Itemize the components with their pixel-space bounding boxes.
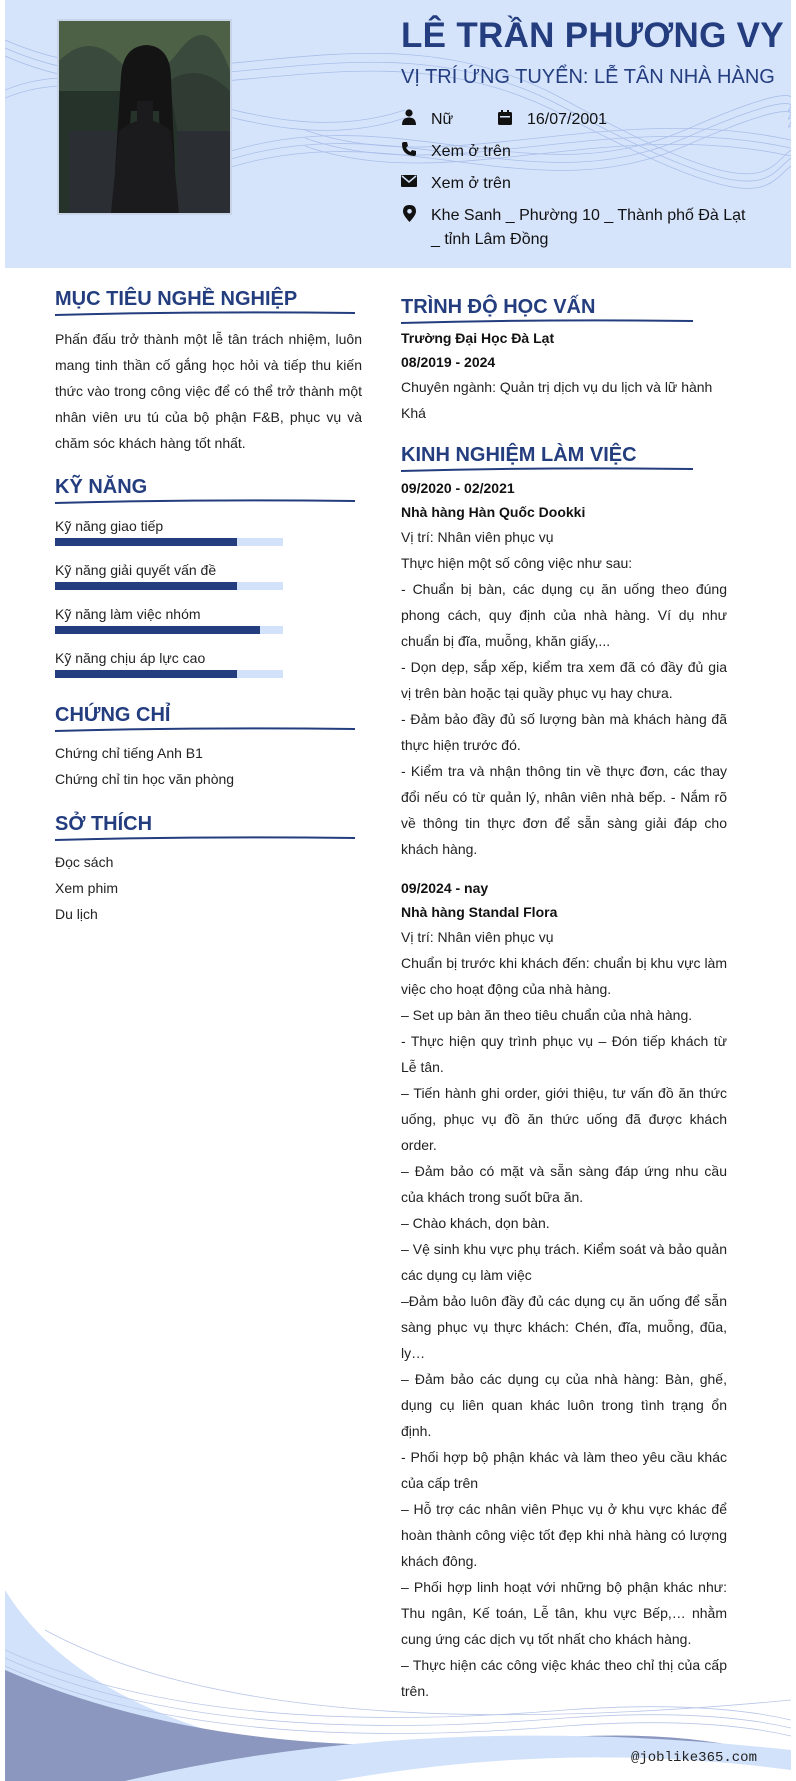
job-duty: – Đảm bảo các dụng cụ của nhà hàng: Bàn, ghế, dụng cụ liên quan khác luôn trong tình trạng ổn định. bbox=[401, 1371, 727, 1439]
job-duty: - Chuẩn bị bàn, các dụng cụ ăn uống theo đúng phong cách, quy định của nhà hàng. Ví dụ như chuẩn bị đĩa, muỗng, khăn giấy,... bbox=[401, 581, 727, 649]
experience-title: KINH NGHIỆM LÀM VIỆC bbox=[401, 444, 637, 466]
job-duty: – Vệ sinh khu vực phụ trách. Kiểm soát và bảo quản các dụng cụ làm việc bbox=[401, 1241, 727, 1283]
skill-bar bbox=[55, 582, 283, 590]
objective-title-underline bbox=[55, 310, 355, 318]
job-duty: – Đảm bảo có mặt và sẵn sàng đáp ứng nhu cầu của khách trong suốt bữa ăn. bbox=[401, 1163, 727, 1205]
calendar-icon bbox=[497, 108, 513, 126]
skill-bar bbox=[55, 670, 283, 678]
job-duty: - Phối hợp bộ phận khác và làm theo yêu cầu khác của cấp trên bbox=[401, 1449, 727, 1491]
certificates-title-underline bbox=[55, 726, 355, 734]
candidate-name: LÊ TRẦN PHƯƠNG VY bbox=[401, 16, 784, 55]
education-grade: Khá bbox=[401, 405, 426, 421]
experience-job-1 bbox=[401, 476, 727, 862]
certificate-item: Chứng chỉ tin học văn phòng bbox=[55, 771, 235, 787]
job-duty: – Thực hiện các công việc khác theo chỉ thị của cấp trên. bbox=[401, 1657, 727, 1699]
hobby-item: Xem phim bbox=[55, 880, 119, 896]
certificate-item: Chứng chỉ tiếng Anh B1 bbox=[55, 745, 203, 761]
job-duty: – Set up bàn ăn theo tiêu chuẩn của nhà hàng. bbox=[401, 1007, 693, 1023]
phone-icon bbox=[401, 140, 417, 158]
skill-label: Kỹ năng giải quyết vấn đề bbox=[55, 562, 217, 578]
education-school: Trường Đại Học Đà Lạt bbox=[401, 330, 555, 346]
skill-bar-fill bbox=[55, 582, 237, 590]
job-period: 09/2020 - 02/2021 bbox=[401, 480, 515, 496]
birthday-row bbox=[497, 108, 607, 132]
phone-value: Xem ở trên bbox=[431, 143, 511, 160]
gender-value: Nữ bbox=[431, 111, 454, 128]
header bbox=[5, 0, 791, 268]
job-role: Vị trí: Nhân viên phục vụ bbox=[401, 929, 554, 945]
job-duty: – Chào khách, dọn bàn. bbox=[401, 1215, 550, 1231]
email-icon bbox=[401, 172, 417, 190]
skill-bar-fill bbox=[55, 670, 237, 678]
skills-title-underline bbox=[55, 498, 355, 506]
skills-title: KỸ NĂNG bbox=[55, 476, 148, 498]
job-period: 09/2024 - nay bbox=[401, 880, 489, 896]
phone-row bbox=[401, 140, 511, 164]
job-duty: Thực hiện một số công việc như sau: bbox=[401, 555, 633, 571]
job-duty: –Đảm bảo luôn đầy đủ các dụng cụ ăn uống để sẵn sàng phục vụ thực khách: Chén, đĩa, muỗng, đũa, ly… bbox=[401, 1293, 727, 1361]
job-duty: – Hỗ trợ các nhân viên Phục vụ ở khu vực khác để hoàn thành công việc tốt đẹp khi nhà hàng có lượng khách đông. bbox=[401, 1501, 727, 1569]
skill-label: Kỹ năng giao tiếp bbox=[55, 518, 164, 534]
objective-text: Phấn đấu trở thành một lễ tân trách nhiệm, luôn mang tinh thần cố gắng học hỏi và tiếp thu kiến thức vào trong công việc để có thể trở thành một nhân viên ưu tú của bộ phận F&B, phục vụ và chăm sóc khách hàng tốt nhất. bbox=[55, 331, 362, 451]
hobbies-title: SỞ THÍCH bbox=[55, 813, 153, 835]
job-duty: Chuẩn bị trước khi khách đến: chuẩn bị khu vực làm việc cho hoạt động của nhà hàng. bbox=[401, 955, 727, 997]
watermark: @joblike365.com bbox=[630, 1750, 757, 1766]
education-period: 08/2019 - 2024 bbox=[401, 354, 496, 370]
education-title-underline bbox=[401, 318, 693, 326]
address-row bbox=[401, 204, 751, 252]
hobbies-title-underline bbox=[55, 835, 355, 843]
skill-label: Kỹ năng làm việc nhóm bbox=[55, 606, 201, 622]
profile-photo bbox=[57, 19, 232, 215]
address-value: Khe Sanh _ Phường 10 _ Thành phố Đà Lạt _ tỉnh Lâm Đồng bbox=[431, 207, 746, 248]
experience-job-2 bbox=[401, 876, 727, 1704]
hobby-item: Đọc sách bbox=[55, 854, 114, 870]
job-duty: – Phối hợp linh hoạt với những bộ phận khác như: Thu ngân, Kế toán, Lễ tân, khu vực Bếp,… nhằm cung ứng các dịch vụ tốt nhất cho khách hàng. bbox=[401, 1579, 727, 1647]
skill-label: Kỹ năng chịu áp lực cao bbox=[55, 650, 206, 666]
job-company: Nhà hàng Standal Flora bbox=[401, 904, 558, 920]
job-duty: - Dọn dẹp, sắp xếp, kiểm tra xem đã có đầy đủ gia vị trên bàn hoặc tại quầy phục vụ hay chưa. bbox=[401, 659, 727, 701]
experience-title-underline bbox=[401, 466, 693, 474]
job-duty: - Kiểm tra và nhận thông tin về thực đơn, các thay đổi nếu có từ quản lý, nhân viên nhà bếp. - Nắm rõ về thông tin thực đơn để sẵn sàng giải đáp cho khách hàng. bbox=[401, 763, 727, 857]
job-duty: - Thực hiện quy trình phục vụ – Đón tiếp khách từ Lễ tân. bbox=[401, 1033, 727, 1075]
birthday-value: 16/07/2001 bbox=[527, 111, 608, 128]
skill-bar-fill bbox=[55, 538, 237, 546]
job-company: Nhà hàng Hàn Quốc Dookki bbox=[401, 504, 586, 520]
education-major: Chuyên ngành: Quản trị dịch vụ du lịch và lữ hành bbox=[401, 379, 713, 395]
hobby-item: Du lịch bbox=[55, 906, 98, 922]
education-title: TRÌNH ĐỘ HỌC VẤN bbox=[401, 296, 596, 318]
certificates-title: CHỨNG CHỈ bbox=[55, 704, 171, 726]
location-icon bbox=[401, 204, 417, 222]
email-row bbox=[401, 172, 511, 196]
gender-row bbox=[401, 108, 453, 132]
applied-position: VỊ TRÍ ỨNG TUYỂN: LỄ TÂN NHÀ HÀNG bbox=[401, 66, 775, 88]
objective-title: MỤC TIÊU NGHỀ NGHIỆP bbox=[55, 288, 298, 310]
email-value: Xem ở trên bbox=[431, 175, 511, 192]
skill-bar-fill bbox=[55, 626, 260, 634]
person-icon bbox=[401, 108, 417, 126]
education-block bbox=[401, 326, 727, 426]
skill-bar bbox=[55, 538, 283, 546]
skill-bar bbox=[55, 626, 283, 634]
job-duty: - Đảm bảo đầy đủ số lượng bàn mà khách hàng đã thực hiện trước đó. bbox=[401, 711, 727, 753]
job-duty: – Tiến hành ghi order, giới thiệu, tư vấn đồ ăn thức uống, phục vụ đồ ăn thức uống đã được khách order. bbox=[401, 1085, 727, 1153]
job-role: Vị trí: Nhân viên phục vụ bbox=[401, 529, 554, 545]
cv-page bbox=[5, 0, 791, 1781]
